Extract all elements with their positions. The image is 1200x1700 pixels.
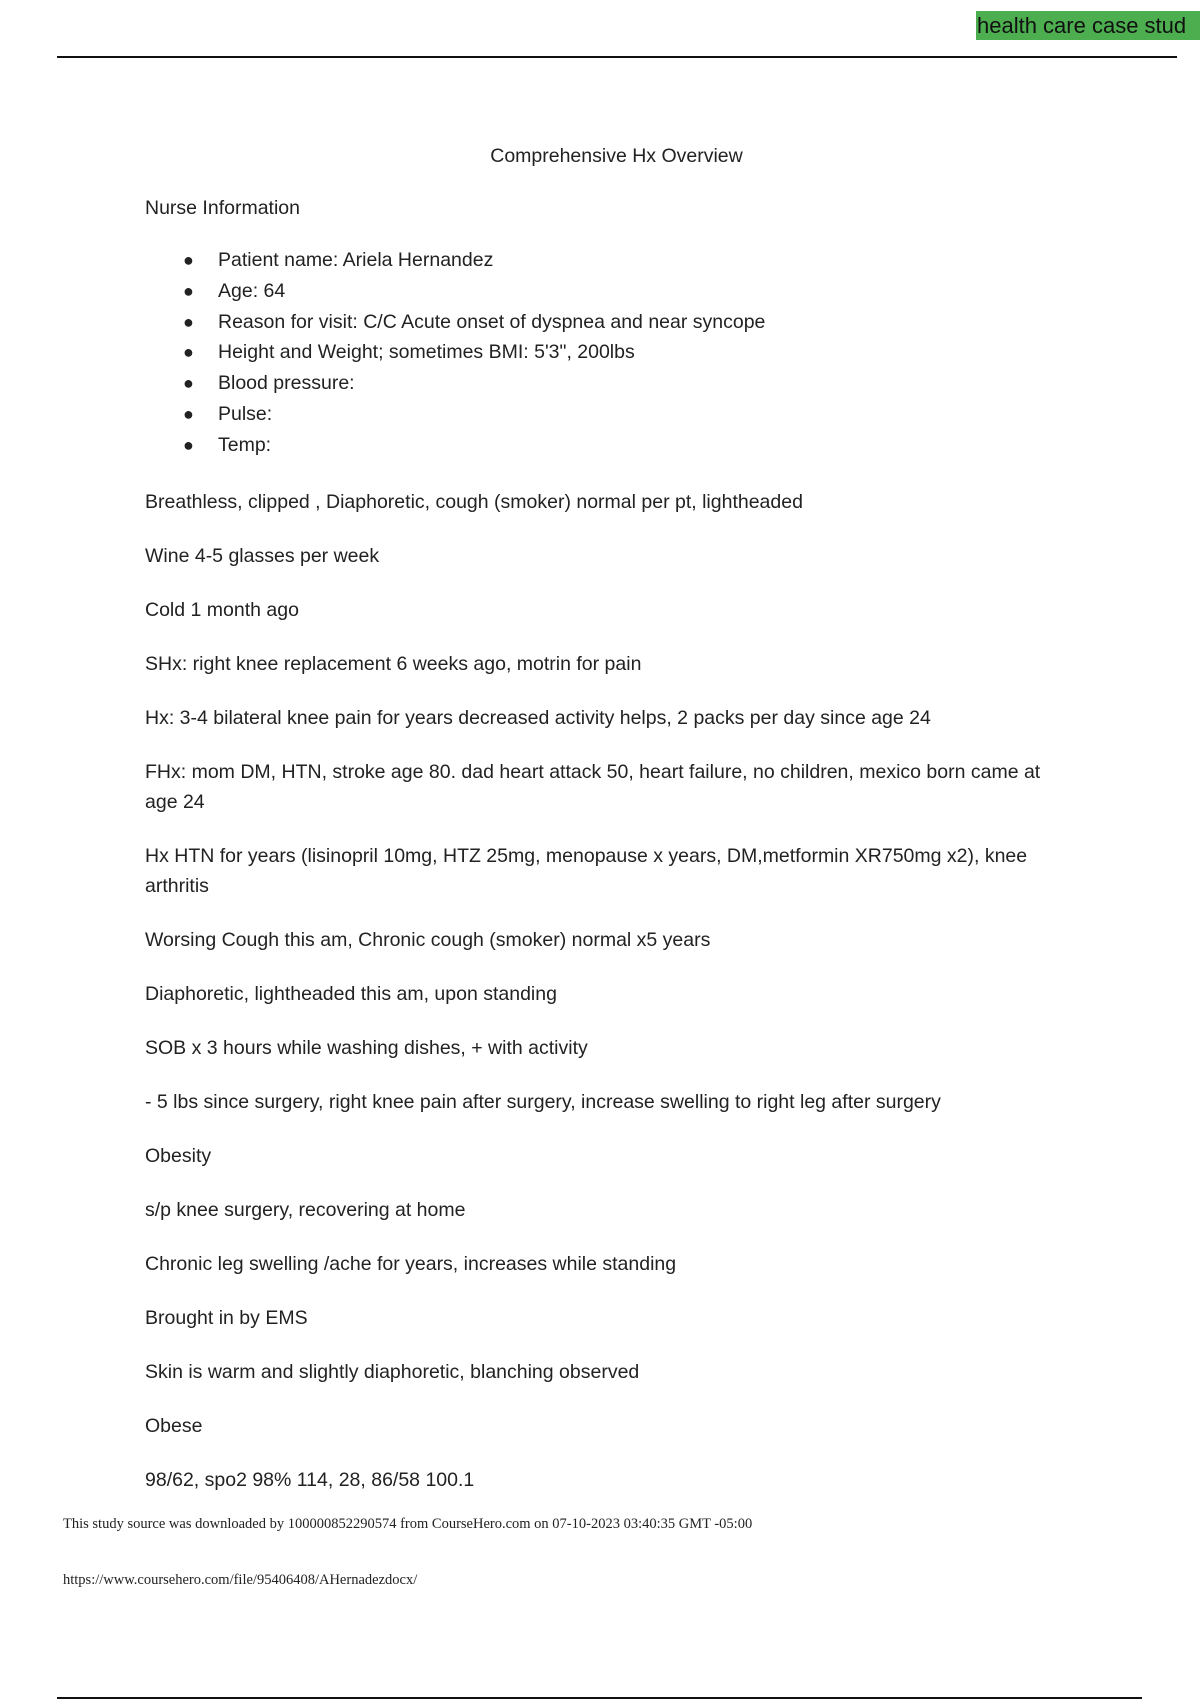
note-paragraph: Diaphoretic, lightheaded this am, upon standing xyxy=(145,983,557,1005)
list-item xyxy=(145,279,765,310)
note-paragraph: Obesity xyxy=(145,1145,212,1167)
list-item-text: Temp: xyxy=(218,433,272,456)
note-paragraph: - 5 lbs since surgery, right knee pain after surgery, increase swelling to right leg after surgery xyxy=(145,1091,941,1113)
note-paragraph: Brought in by EMS xyxy=(145,1307,308,1329)
list-item xyxy=(145,340,765,371)
note-paragraph: s/p knee surgery, recovering at home xyxy=(145,1199,466,1221)
bullet-icon: ● xyxy=(183,250,194,270)
note-paragraph: 98/62, spo2 98% 114, 28, 86/58 100.1 xyxy=(145,1469,475,1491)
list-item-text: Pulse: xyxy=(218,402,273,425)
list-item-text: Patient name: Ariela Hernandez xyxy=(218,249,494,271)
nurse-info-list xyxy=(145,248,765,464)
note-paragraph: Hx: 3-4 bilateral knee pain for years decreased activity helps, 2 packs per day since age 24 xyxy=(145,707,931,729)
note-paragraph: SOB x 3 hours while washing dishes, + with activity xyxy=(145,1037,588,1059)
note-paragraph: Breathless, clipped , Diaphoretic, cough (smoker) normal per pt, lightheaded xyxy=(145,491,803,513)
list-item xyxy=(145,310,765,341)
section-heading: Nurse Information xyxy=(145,197,300,219)
list-item-text: Reason for visit: C/C Acute onset of dyspnea and near syncope xyxy=(218,310,766,333)
note-paragraph: Worsing Cough this am, Chronic cough (smoker) normal x5 years xyxy=(145,929,711,951)
footer-url[interactable]: https://www.coursehero.com/file/95406408/AHernadezdocx/ xyxy=(63,1572,418,1588)
list-item xyxy=(145,248,765,279)
bullet-icon: ● xyxy=(183,342,194,363)
footer-source-line: This study source was downloaded by 100000852290574 from CourseHero.com on 07-10-2023 03:40:35 GMT -05:00 xyxy=(63,1516,753,1532)
note-paragraph: Obese xyxy=(145,1415,203,1437)
document-title: Comprehensive Hx Overview xyxy=(490,145,743,167)
list-item xyxy=(145,433,765,464)
note-paragraph: Cold 1 month ago xyxy=(145,599,299,621)
list-item-text: Age: 64 xyxy=(218,279,286,302)
bullet-icon: ● xyxy=(183,311,194,332)
list-item-text: Blood pressure: xyxy=(218,372,355,395)
note-paragraph: Skin is warm and slightly diaphoretic, blanching observed xyxy=(145,1361,640,1383)
note-paragraph: Hx HTN for years (lisinopril 10mg, HTZ 25mg, menopause x years, DM,metformin XR750mg x2), knee arthritis xyxy=(145,845,1028,897)
list-item xyxy=(145,402,765,433)
bottom-divider xyxy=(57,1697,1142,1699)
note-paragraph: FHx: mom DM, HTN, stroke age 80. dad heart attack 50, heart failure, no children, mexico born came at age 24 xyxy=(145,761,1041,813)
header-tag: health care case stud xyxy=(976,11,1200,40)
note-paragraph: Chronic leg swelling /ache for years, increases while standing xyxy=(145,1253,677,1275)
note-paragraph: SHx: right knee replacement 6 weeks ago, motrin for pain xyxy=(145,653,642,675)
bullet-icon: ● xyxy=(183,403,194,424)
list-item xyxy=(145,371,765,402)
notes-section xyxy=(145,487,1075,1519)
bullet-icon: ● xyxy=(183,434,194,455)
bullet-icon: ● xyxy=(183,373,194,394)
bullet-icon: ● xyxy=(183,280,194,301)
note-paragraph: Wine 4-5 glasses per week xyxy=(145,545,380,567)
list-item-text: Height and Weight; sometimes BMI: 5'3", 200lbs xyxy=(218,341,635,364)
top-divider xyxy=(57,56,1177,58)
